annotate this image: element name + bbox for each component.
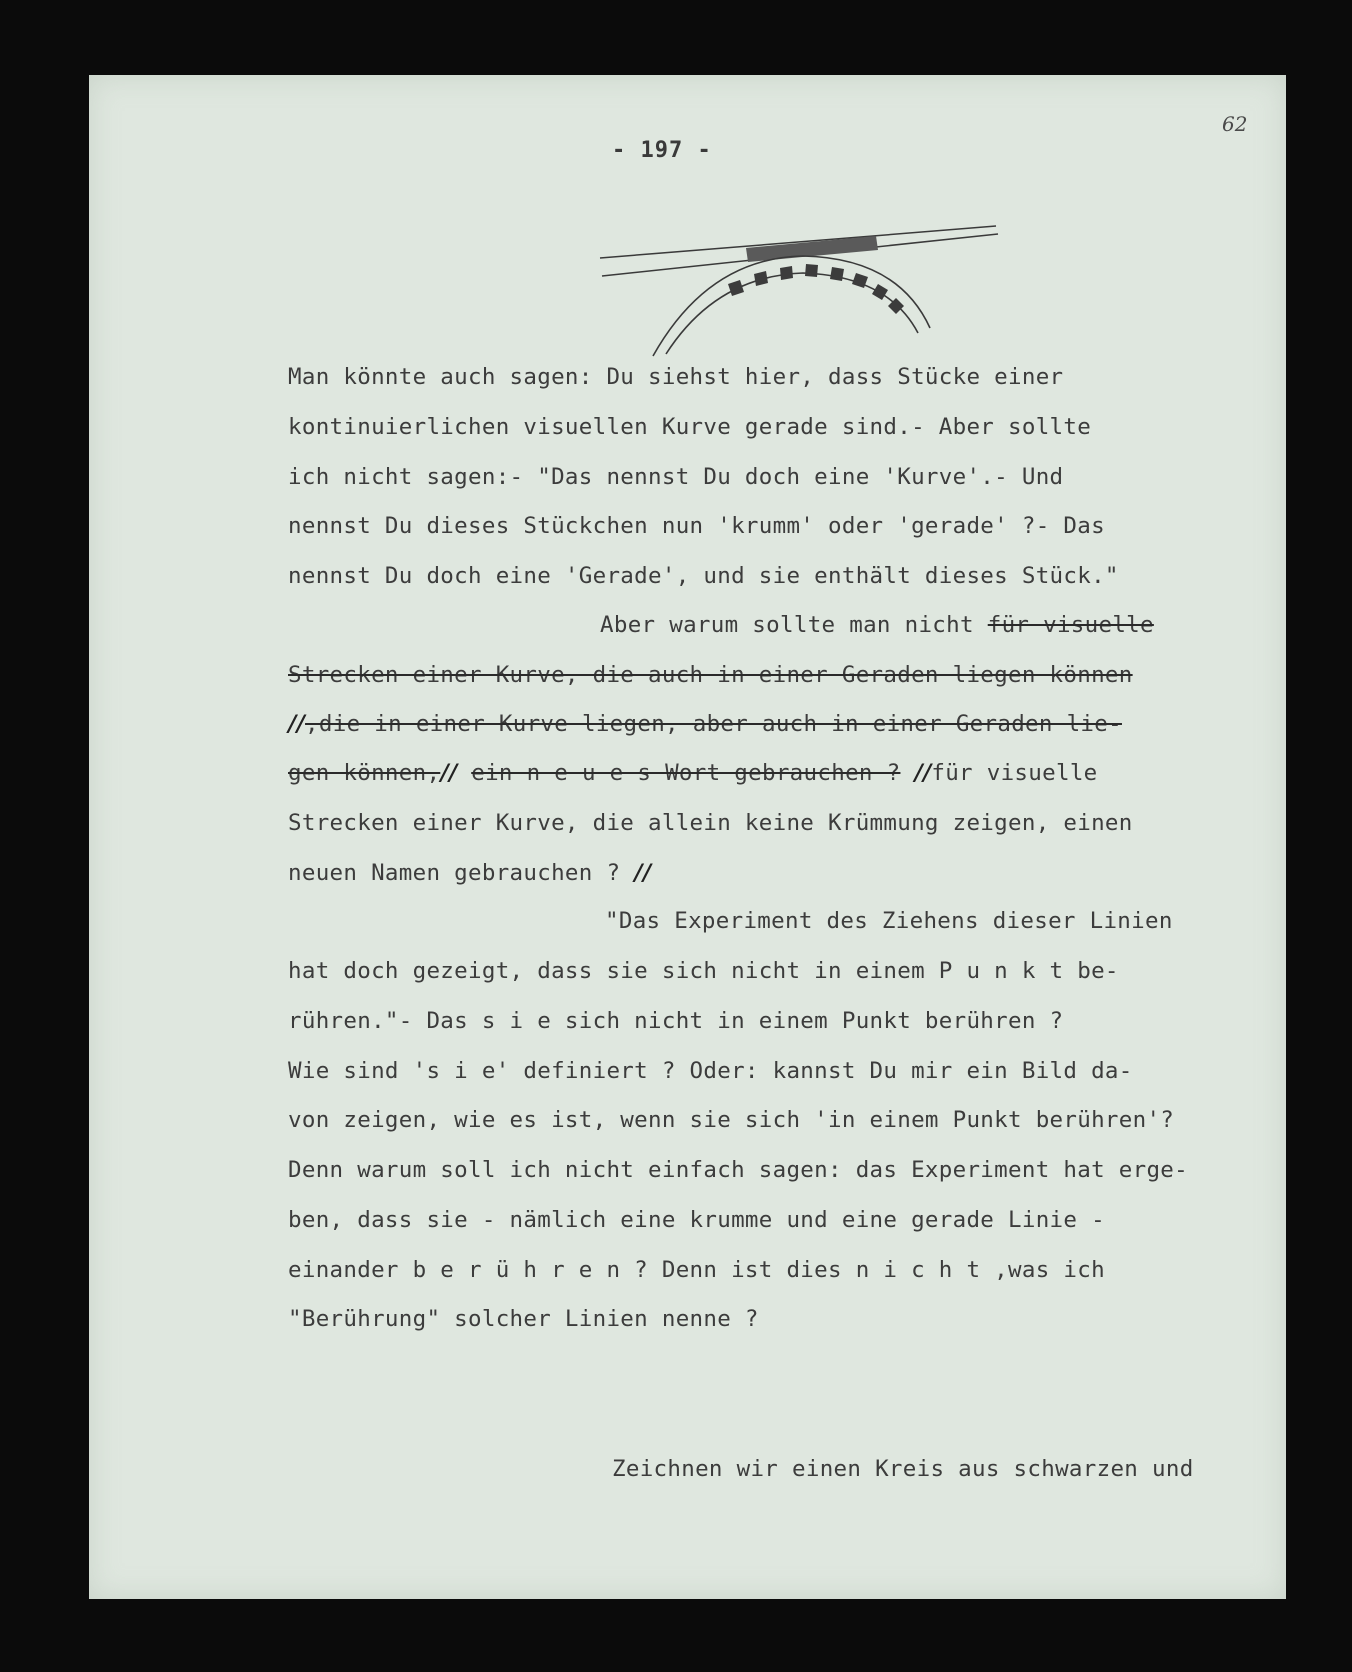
struck-text: ein n e u e s Wort gebrauchen ? xyxy=(471,760,901,786)
text-line: nennst Du dieses Stückchen nun 'krumm' oder 'gerade' ?- Das xyxy=(288,513,1105,539)
page-number: - 197 - xyxy=(612,138,712,163)
text-line: Man könnte auch sagen: Du siehst hier, dass Stücke einer xyxy=(288,364,1064,390)
sketch-inner-arc xyxy=(666,273,918,354)
text-line: hat doch gezeigt, dass sie sich nicht in einem P u n k t be- xyxy=(288,958,1119,984)
insertion-mark: // xyxy=(288,711,306,737)
text-line: einander b e r ü h r e n ? Denn ist dies n i c h t ,was ich xyxy=(288,1257,1105,1283)
kept-text: für visuelle xyxy=(931,760,1098,786)
text-line: "Berührung" solcher Linien nenne ? xyxy=(288,1306,759,1332)
sketch-striped-band xyxy=(728,264,904,314)
revised-line-4 xyxy=(288,760,1098,786)
text-line: ich nicht sagen:- "Das nennst Du doch eine 'Kurve'.- Und xyxy=(288,464,1064,490)
text-line: nennst Du doch eine 'Gerade', und sie enthält dieses Stück." xyxy=(288,563,1119,589)
insertion-mark: // xyxy=(440,760,458,786)
struck-text: für visuelle xyxy=(987,612,1154,638)
text-line: von zeigen, wie es ist, wenn sie sich 'in einem Punkt berühren'? xyxy=(288,1107,1175,1133)
text-line: ben, dass sie - nämlich eine krumme und eine gerade Linie - xyxy=(288,1207,1105,1233)
insertion-mark: // xyxy=(914,760,932,786)
text-line: rühren."- Das s i e sich nicht in einem Punkt berühren ? xyxy=(288,1008,1064,1034)
kept-text: Aber warum sollte man nicht xyxy=(600,612,974,638)
revised-line-1 xyxy=(600,612,1154,638)
text-line: kontinuierlichen visuellen Kurve gerade sind.- Aber sollte xyxy=(288,414,1092,440)
sketch-contact-segment xyxy=(746,236,878,262)
text-line: Zeichnen wir einen Kreis aus schwarzen und xyxy=(612,1456,1194,1482)
text-line: Wie sind 's i e' definiert ? Oder: kannst Du mir ein Bild da- xyxy=(288,1058,1133,1084)
sketch-curve-tangent-drawing xyxy=(598,218,1008,360)
folio-number: 62 xyxy=(1222,112,1248,136)
revised-line-6 xyxy=(288,860,651,886)
text-line: Denn warum soll ich nicht einfach sagen: das Experiment hat erge- xyxy=(288,1157,1188,1183)
text-line: "Das Experiment des Ziehens dieser Linien xyxy=(605,908,1173,934)
revised-line-2-struck: Strecken einer Kurve, die auch in einer Geraden liegen können xyxy=(288,662,1133,688)
insertion-mark: // xyxy=(634,860,652,886)
struck-text: ,die in einer Kurve liegen, aber auch in einer Geraden lie- xyxy=(305,711,1122,737)
text-line: Strecken einer Kurve, die allein keine Krümmung zeigen, einen xyxy=(288,810,1133,836)
kept-text: neuen Namen gebrauchen ? xyxy=(288,860,621,886)
struck-text: gen können, xyxy=(288,760,441,786)
revised-line-3 xyxy=(288,711,1122,737)
